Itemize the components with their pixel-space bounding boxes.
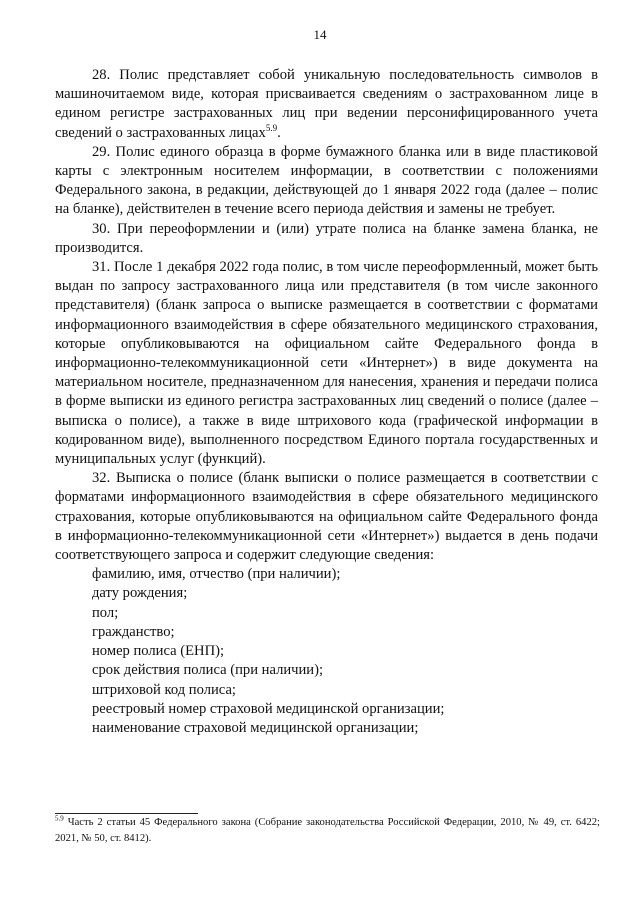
footnote-text: Часть 2 статьи 45 Федерального закона (Собрание законодательства Российской Федерации, 2010, № 49, ст. 6422; 2021, № 50, ст. 8412). bbox=[55, 817, 600, 844]
list-item: пол; bbox=[92, 604, 119, 621]
list-item: номер полиса (ЕНП); bbox=[92, 643, 225, 660]
document-body bbox=[55, 66, 598, 738]
footnote-reference: 5.9 bbox=[265, 122, 278, 133]
paragraph-28 bbox=[55, 66, 598, 143]
information-list bbox=[55, 565, 598, 738]
list-item: гражданство; bbox=[92, 623, 175, 640]
footnote-divider bbox=[55, 813, 198, 814]
footnote-marker: 5.9 bbox=[55, 814, 64, 823]
list-item: фамилию, имя, отчество (при наличии); bbox=[92, 566, 341, 583]
list-item: дату рождения; bbox=[92, 585, 188, 602]
footnote bbox=[55, 815, 600, 847]
paragraph-30: 30. При переоформлении и (или) утрате полиса на бланке замена бланка, не производится. bbox=[55, 220, 598, 256]
paragraph-31: 31. После 1 декабря 2022 года полис, в том числе переоформленный, может быть выдан по запросу застрахованного лица или представителя (в том числе законного представителя) (бланк запроса о выписке размещается в соответствии с форматами информационного взаимодействия в сфере обязательного медицинского страхования, которые опубликовываются на официальном сайте Федерального фонда в информационно-телекоммуникационной сети «Интернет») в виде документа на материальном носителе, предназначенном для нанесения, хранения и передачи полиса в форме выписки из единого регистра застрахованных лиц сведений о полисе (далее – выписка о полисе), а также в виде штрихового кода (графической информации в кодированном виде), выполненного посредством Единого портала государственных и муниципальных услуг (функций). bbox=[55, 259, 598, 468]
list-item: наименование страховой медицинской организации; bbox=[92, 719, 419, 736]
paragraph-28-tail: . bbox=[277, 124, 281, 141]
paragraph-28-text: 28. Полис представляет собой уникальную последовательность символов в машиночитаемом виде, которая присваивается сведениям о застрахованном лице в едином регистре застрахованных лиц при ведении персонифицированного учета сведений о застрахованных лицах bbox=[55, 67, 598, 141]
list-item: срок действия полиса (при наличии); bbox=[92, 662, 324, 679]
paragraph-29: 29. Полис единого образца в форме бумажного бланка или в виде пластиковой карты с электронным носителем информации, в соответствии с положениями Федерального закона, в редакции, действующей до 1 января 2022 года (далее – полис на бланке), действителен в течение всего периода действия и замены не требует. bbox=[55, 143, 598, 218]
page-number: 14 bbox=[313, 27, 327, 42]
list-item: штриховой код полиса; bbox=[92, 681, 236, 698]
paragraph-32: 32. Выписка о полисе (бланк выписки о полисе размещается в соответствии с форматами информационного взаимодействия в сфере обязательного медицинского страхования, которые опубликовываются на официальном сайте Федерального фонда в информационно-телекоммуникационной сети «Интернет») выдается в день подачи соответствующего запроса и содержит следующие сведения: bbox=[55, 470, 598, 564]
list-item: реестровый номер страховой медицинской организации; bbox=[92, 700, 445, 717]
